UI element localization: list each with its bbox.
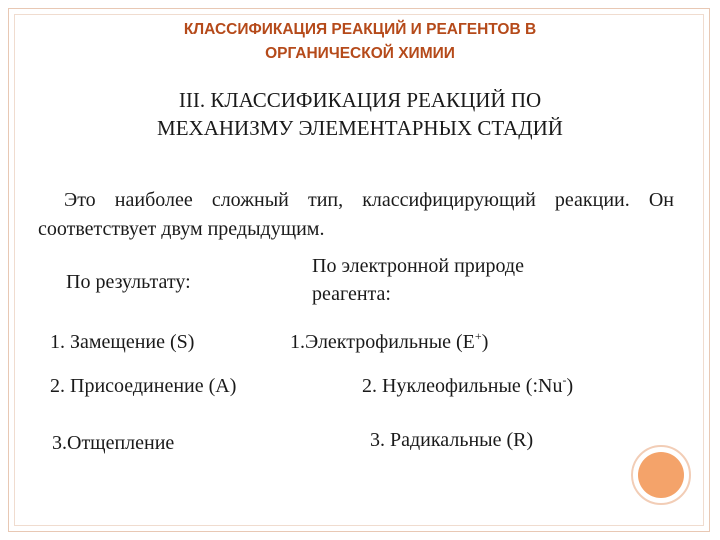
right-item-2-text: 2. Нуклеофильные (:Nu xyxy=(362,375,563,397)
right-item-1 xyxy=(290,328,488,356)
right-item-1-tail: ) xyxy=(481,331,489,353)
left-item-2: 2. Присоединение (A) xyxy=(50,375,237,397)
right-item-2 xyxy=(362,372,573,400)
right-item-1-text: 1.Электрофильные (E xyxy=(290,331,475,353)
decorative-orange-dot xyxy=(638,452,684,498)
intro-paragraph: Это наиболее сложный тип, классифицирующий реакции. Он соответствует двум предыдущим. xyxy=(38,189,674,240)
right-item-1-sup: + xyxy=(474,329,482,343)
left-item-1: 1. Замещение (S) xyxy=(50,331,195,353)
right-column-heading: По электронной природе реагента: xyxy=(312,255,524,305)
right-item-3-text: 3. Радикальные (R) xyxy=(370,429,534,451)
section-title: III. КЛАССИФИКАЦИЯ РЕАКЦИЙ ПО МЕХАНИЗМУ ЭЛЕМЕНТАРНЫХ СТАДИЙ xyxy=(157,88,563,140)
slide-header: КЛАССИФИКАЦИЯ РЕАКЦИЙ И РЕАГЕНТОВ В ОРГАНИЧЕСКОЙ ХИМИИ xyxy=(183,21,537,62)
right-item-2-tail: ) xyxy=(566,375,574,397)
right-item-3 xyxy=(370,426,533,454)
left-column-heading: По результату: xyxy=(66,271,191,293)
left-item-3: 3.Отщепление xyxy=(52,432,175,454)
right-item-2-sup: - xyxy=(562,373,567,387)
